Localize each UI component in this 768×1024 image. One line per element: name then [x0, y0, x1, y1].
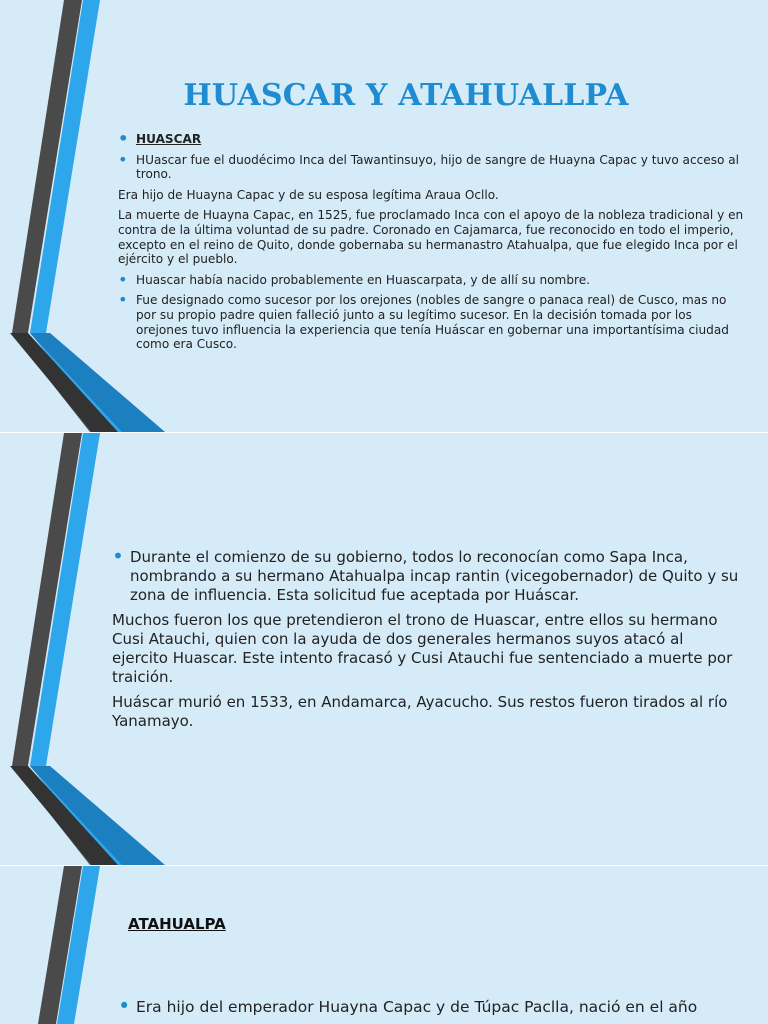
paragraph: La muerte de Huayna Capac, en 1525, fue proclamado Inca con el apoyo de la nobleza tradicional y en contra de la última voluntad de su padre. Coronado en Cajamarca, fue reconocido en todo el imperio, excepto en el reino de Quito, donde gobernaba su hermanastro Atahualpa, que fue elegido Inca por el ejército y el pueblo. [118, 208, 744, 267]
slide-3-body [118, 998, 758, 1022]
bullet-paragraph: • Fue designado como sucesor por los orejones (nobles de sangre o panaca real) de Cusco, mas no por su propio padre quien falleció junto a su legítimo sucesor. En la decisión tomada por los orejones tuvo influencia la experiencia que tenía Huáscar en gobernar una importantísima ciudad como era Cusco. [118, 293, 746, 351]
paragraph: Huáscar murió en 1533, en Andamarca, Ayacucho. Sus restos fueron tirados al río Yanamayo. [112, 693, 728, 730]
slide-1 [0, 0, 768, 432]
slide-3 [0, 866, 768, 1024]
paragraph: Muchos fueron los que pretendieron el trono de Huascar, entre ellos su hermano Cusi Atauchi, quien con la ayuda de dos generales hermanos suyos atacó al ejercito Huascar. Este intento fracasó y Cusi Atauchi fue sentenciado a muerte por traición. [112, 611, 733, 686]
bullet-paragraph: • Durante el comienzo de su gobierno, todos lo reconocían como Sapa Inca, nombrando a su hermano Atahualpa incap rantin (vicegobernador) de Quito y su zona de influencia. Esta solicitud fue aceptada por Huáscar. [112, 548, 740, 605]
slide-1-body [118, 132, 746, 358]
slide-title: HUASCAR Y ATAHUALLPA [183, 78, 629, 113]
bullet-paragraph: • Era hijo del emperador Huayna Capac y de Túpac Paclla, nació en el año [118, 998, 758, 1016]
section-heading: ATAHUALPA [128, 915, 226, 933]
bullet-paragraph: • HUascar fue el duodécimo Inca del Tawantinsuyo, hijo de sangre de Huayna Capac y tuvo acceso al trono. [118, 153, 746, 182]
bullet-huascar-heading: • HUASCAR [118, 132, 746, 147]
slide-2 [0, 433, 768, 865]
bullet-paragraph: • Huascar había nacido probablemente en Huascarpata, y de allí su nombre. [118, 273, 746, 288]
paragraph: Era hijo de Huayna Capac y de su esposa legítima Araua Ocllo. [118, 187, 499, 202]
slide-2-body [112, 548, 740, 737]
